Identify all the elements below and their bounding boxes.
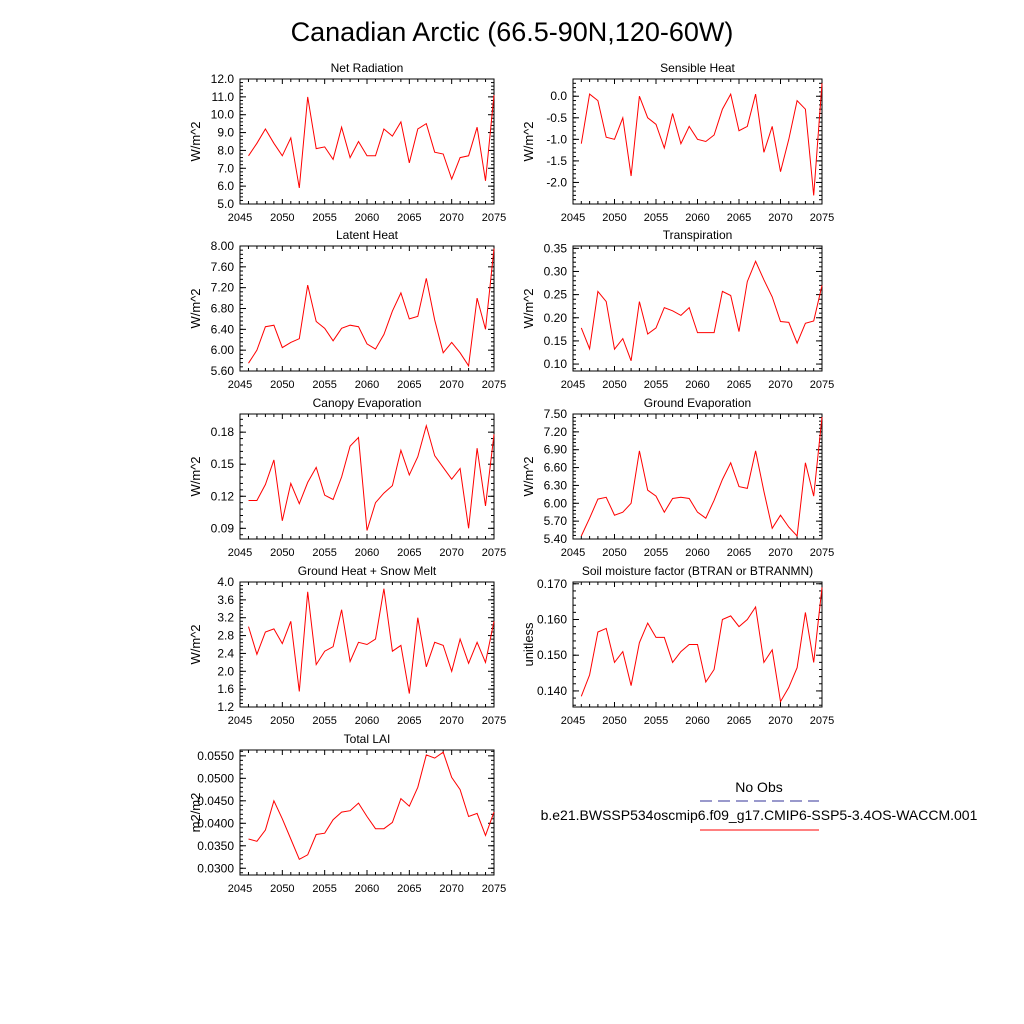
x-tick-label: 2070 <box>768 212 793 224</box>
x-tick-label: 2055 <box>643 547 669 559</box>
y-tick-label: 0.18 <box>210 425 234 440</box>
chart-title: Total LAI <box>343 732 391 746</box>
y-tick-label: 6.60 <box>543 460 567 475</box>
x-tick-label: 2065 <box>397 547 422 559</box>
y-tick-label: 0.0550 <box>197 748 234 763</box>
y-tick-label: 0.25 <box>543 287 567 302</box>
x-tick-label: 2075 <box>809 379 835 391</box>
chart-panel <box>188 396 506 559</box>
x-tick-label: 2055 <box>312 883 337 895</box>
y-tick-label: 8.0 <box>217 143 234 158</box>
x-tick-label: 2060 <box>685 379 710 391</box>
x-tick-label: 2075 <box>481 715 507 727</box>
series-line <box>581 587 822 701</box>
y-tick-label: 0.10 <box>543 357 567 372</box>
chart-panel <box>521 396 834 559</box>
y-tick-label: 8.00 <box>210 239 234 253</box>
x-tick-label: 2075 <box>481 547 507 559</box>
y-tick-label: 3.2 <box>217 610 234 625</box>
y-axis-label: W/m^2 <box>188 288 203 329</box>
y-tick-label: 0.0400 <box>197 816 234 831</box>
series-line <box>249 249 495 366</box>
y-tick-label: -2.0 <box>546 175 567 190</box>
y-tick-label: 0.35 <box>543 241 567 256</box>
x-tick-label: 2075 <box>481 883 507 895</box>
y-axis-label: W/m^2 <box>188 624 203 665</box>
y-tick-label: 5.40 <box>543 532 567 546</box>
x-tick-label: 2045 <box>227 547 253 559</box>
chart-panel <box>521 61 834 224</box>
y-tick-label: 7.20 <box>543 424 567 439</box>
y-tick-label: 7.0 <box>217 161 234 176</box>
legend-model-label: b.e21.BWSSP534oscmip6.f09_g17.CMIP6-SSP5-3.4OS-WACCM.001 <box>540 807 978 823</box>
y-axis-label: W/m^2 <box>188 456 203 497</box>
y-tick-label: 0.15 <box>210 457 234 472</box>
series-line <box>249 95 495 188</box>
x-tick-label: 2060 <box>354 715 380 727</box>
y-tick-label: 0.12 <box>210 489 234 504</box>
legend-obs-label: No Obs <box>735 779 783 795</box>
x-tick-label: 2050 <box>602 547 627 559</box>
y-tick-label: 5.0 <box>217 197 234 211</box>
x-tick-label: 2070 <box>439 379 464 391</box>
x-tick-label: 2065 <box>397 715 422 727</box>
y-tick-label: 11.0 <box>211 89 234 104</box>
chart-panel <box>188 61 506 224</box>
chart-title: Latent Heat <box>335 228 399 242</box>
x-tick-label: 2050 <box>270 715 295 727</box>
y-tick-label: 6.30 <box>543 478 567 493</box>
y-tick-label: 4.0 <box>217 575 234 589</box>
y-axis-label: unitless <box>521 622 536 667</box>
x-tick-label: 2055 <box>643 715 669 727</box>
chart-panel <box>521 564 834 727</box>
plot-frame <box>573 414 822 539</box>
x-tick-label: 2075 <box>481 379 507 391</box>
y-tick-label: 7.20 <box>210 280 234 295</box>
y-tick-label: 6.90 <box>543 442 567 457</box>
y-tick-label: 0.170 <box>536 576 567 591</box>
plot-frame <box>240 414 494 539</box>
x-tick-label: 2065 <box>397 379 422 391</box>
x-tick-label: 2060 <box>354 883 380 895</box>
y-axis-label: W/m^2 <box>188 121 203 162</box>
y-tick-label: 2.4 <box>217 646 234 661</box>
y-tick-label: 3.6 <box>217 592 234 607</box>
series-line <box>581 261 822 361</box>
chart-title: Ground Heat + Snow Melt <box>297 564 437 578</box>
chart-title: Ground Evaporation <box>643 396 752 410</box>
chart-panel <box>188 564 506 727</box>
y-tick-label: 6.0 <box>217 179 234 194</box>
plot-frame <box>240 79 494 204</box>
x-tick-label: 2045 <box>560 547 586 559</box>
y-tick-label: 6.40 <box>210 322 234 337</box>
x-tick-label: 2045 <box>560 379 586 391</box>
panel-grid <box>188 61 834 895</box>
x-tick-label: 2050 <box>602 379 627 391</box>
series-line <box>581 417 822 536</box>
y-axis-label: W/m^2 <box>521 121 536 162</box>
series-line <box>581 83 822 195</box>
y-tick-label: 5.60 <box>210 364 234 378</box>
x-tick-label: 2060 <box>354 212 380 224</box>
y-tick-label: 9.0 <box>217 125 234 140</box>
plot-frame <box>573 79 822 204</box>
x-tick-label: 2050 <box>602 212 627 224</box>
y-tick-label: 0.09 <box>210 521 234 536</box>
chart-title: Transpiration <box>662 228 733 242</box>
series-line <box>249 426 495 531</box>
y-tick-label: -1.5 <box>546 153 567 168</box>
y-tick-label: 1.2 <box>217 700 234 714</box>
y-tick-label: 0.150 <box>536 648 567 663</box>
series-line <box>249 752 495 859</box>
x-tick-label: 2050 <box>270 883 295 895</box>
chart-panel <box>188 228 506 391</box>
x-tick-label: 2055 <box>643 212 669 224</box>
x-tick-label: 2045 <box>227 883 253 895</box>
chart-title: Canopy Evaporation <box>312 396 422 410</box>
figure-title: Canadian Arctic (66.5-90N,120-60W) <box>290 17 734 47</box>
x-tick-label: 2065 <box>726 715 752 727</box>
x-tick-label: 2070 <box>439 883 464 895</box>
x-tick-label: 2060 <box>685 715 710 727</box>
y-tick-label: 7.50 <box>543 407 567 421</box>
y-tick-label: 0.15 <box>543 333 567 348</box>
x-tick-label: 2070 <box>768 715 793 727</box>
chart-title: Net Radiation <box>330 61 404 75</box>
x-tick-label: 2065 <box>726 547 752 559</box>
x-tick-label: 2055 <box>312 715 337 727</box>
x-tick-label: 2065 <box>397 883 422 895</box>
y-tick-label: 1.6 <box>217 682 234 697</box>
chart-title: Soil moisture factor (BTRAN or BTRANMN) <box>581 564 814 578</box>
x-tick-label: 2055 <box>312 212 337 224</box>
x-tick-label: 2070 <box>768 379 793 391</box>
chart-panel <box>188 732 506 895</box>
x-tick-label: 2045 <box>227 715 253 727</box>
x-tick-label: 2070 <box>439 715 464 727</box>
y-axis-label: W/m^2 <box>521 456 536 497</box>
x-tick-label: 2045 <box>560 212 586 224</box>
y-tick-label: 6.80 <box>210 301 234 316</box>
x-tick-label: 2075 <box>809 547 835 559</box>
y-tick-label: 5.70 <box>543 514 567 529</box>
x-tick-label: 2050 <box>602 715 627 727</box>
legend <box>541 779 978 830</box>
y-tick-label: 0.0500 <box>197 771 234 786</box>
y-tick-label: 0.0350 <box>197 838 234 853</box>
x-tick-label: 2050 <box>270 379 295 391</box>
x-tick-label: 2075 <box>809 715 835 727</box>
y-tick-label: 10.0 <box>210 107 234 122</box>
x-tick-label: 2050 <box>270 547 295 559</box>
chart-title: Sensible Heat <box>660 61 735 75</box>
y-axis-label: W/m^2 <box>521 288 536 329</box>
x-tick-label: 2060 <box>354 547 380 559</box>
x-tick-label: 2055 <box>312 379 337 391</box>
x-tick-label: 2045 <box>560 715 586 727</box>
x-tick-label: 2055 <box>312 547 337 559</box>
x-tick-label: 2055 <box>643 379 669 391</box>
chart-panel <box>521 228 834 391</box>
x-tick-label: 2070 <box>768 547 793 559</box>
x-tick-label: 2060 <box>685 212 710 224</box>
x-tick-label: 2060 <box>354 379 380 391</box>
y-tick-label: 2.8 <box>217 628 234 643</box>
x-tick-label: 2075 <box>481 212 507 224</box>
y-tick-label: 6.00 <box>210 343 234 358</box>
x-tick-label: 2050 <box>270 212 295 224</box>
x-tick-label: 2070 <box>439 212 464 224</box>
y-tick-label: 0.30 <box>543 264 567 279</box>
x-tick-label: 2060 <box>685 547 710 559</box>
y-tick-label: 0.160 <box>536 612 567 627</box>
x-tick-label: 2045 <box>227 212 253 224</box>
y-tick-label: 0.20 <box>543 310 567 325</box>
x-tick-label: 2065 <box>726 212 752 224</box>
y-tick-label: 0.0 <box>550 89 567 104</box>
y-tick-label: 6.00 <box>543 496 567 511</box>
plot-frame <box>240 750 494 875</box>
plot-frame <box>240 246 494 371</box>
y-tick-label: 0.140 <box>536 683 567 698</box>
y-tick-label: 0.0450 <box>197 793 234 808</box>
y-tick-label: -0.5 <box>546 110 567 125</box>
x-tick-label: 2045 <box>227 379 253 391</box>
y-axis-label: m2/m2 <box>188 792 203 833</box>
y-tick-label: 0.0300 <box>197 861 234 876</box>
x-tick-label: 2070 <box>439 547 464 559</box>
x-tick-label: 2065 <box>397 212 422 224</box>
plot-frame <box>573 246 822 371</box>
x-tick-label: 2065 <box>726 379 752 391</box>
y-tick-label: 12.0 <box>210 72 234 86</box>
x-tick-label: 2075 <box>809 212 835 224</box>
series-line <box>249 589 495 694</box>
y-tick-label: 7.60 <box>210 259 234 274</box>
y-tick-label: -1.0 <box>546 132 567 147</box>
y-tick-label: 2.0 <box>217 664 234 679</box>
